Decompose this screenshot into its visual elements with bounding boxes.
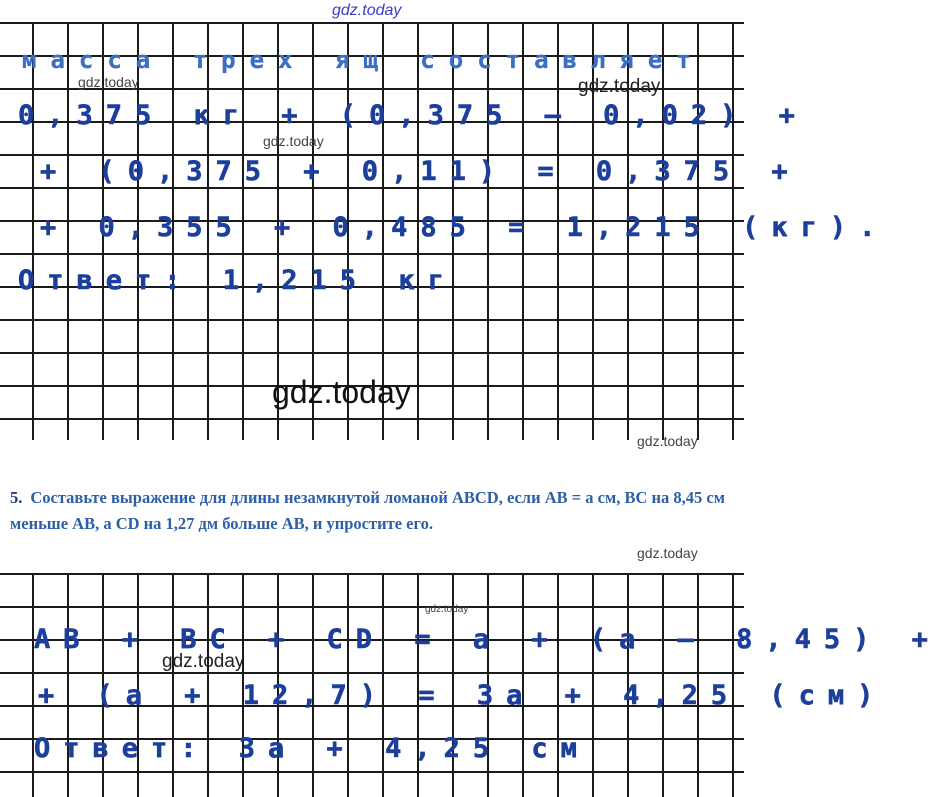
- watermark: gdz.today: [78, 74, 139, 90]
- handwritten-line-5: + (a + 12,7) = 3a + 4,25 (см): [38, 680, 887, 711]
- handwritten-line-2: + (0,375 + 0,11) = 0,375 +: [40, 156, 801, 187]
- watermark: gdz.today: [425, 604, 469, 615]
- watermark: gdz.today: [637, 545, 698, 561]
- watermark: gdz.today: [263, 133, 324, 149]
- handwritten-line-1: 0,375 кг + (0,375 – 0,02) +: [18, 100, 808, 131]
- watermark: gdz.today: [162, 651, 245, 672]
- task-number: 5.: [10, 488, 23, 507]
- handwritten-line-3: + 0,355 + 0,485 = 1,215 (кг).: [40, 212, 889, 243]
- watermark: gdz.today: [637, 433, 698, 449]
- handwritten-answer-top: Ответ: 1,215 кг: [18, 265, 457, 296]
- task-text: Составьте выражение для длины незамкнутой ломаной ABCD, если AB = a см, BC на 8,45 см меньше AB, а CD на 1,27 дм больше AB, и упростите его.: [10, 488, 725, 533]
- handwritten-line-4: AB + BC + CD = a + (a – 8,45) +: [34, 624, 941, 655]
- task-statement: [10, 485, 736, 537]
- watermark-large: gdz.today: [272, 374, 411, 410]
- watermark-top: gdz.today: [332, 2, 402, 19]
- watermark: gdz.today: [578, 76, 661, 97]
- handwritten-line-0: масса трех ящ составляет: [22, 46, 705, 74]
- handwritten-answer-bottom: Ответ: 3a + 4,25 см: [34, 733, 590, 764]
